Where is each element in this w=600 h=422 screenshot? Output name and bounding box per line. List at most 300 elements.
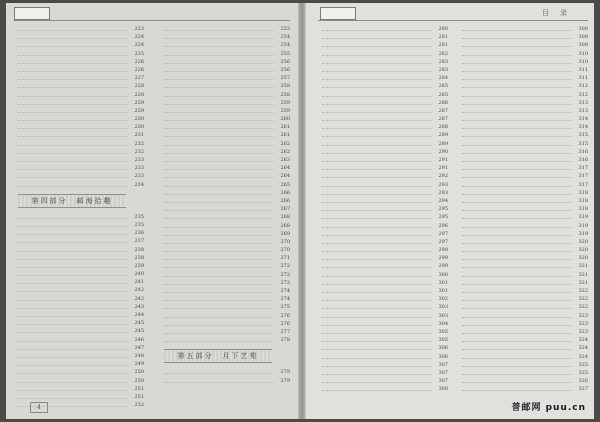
- toc-entry: [12, 50, 144, 58]
- toc-entry-title: [164, 333, 274, 334]
- toc-entry-page: 238: [134, 246, 144, 253]
- page-number: 4: [30, 402, 48, 413]
- toc-entry-page: 322: [578, 304, 588, 311]
- toc-entry: [456, 230, 588, 238]
- toc-entry-title: [462, 136, 572, 137]
- toc-entry: [456, 131, 588, 139]
- toc-entry-title: [18, 226, 128, 227]
- toc-entry: [456, 295, 588, 303]
- toc-entry-page: 306: [438, 353, 448, 360]
- toc-entry: [12, 164, 144, 172]
- toc-entry-page: 321: [578, 279, 588, 286]
- toc-entry-page: 274: [280, 288, 290, 294]
- toc-entry-title: [164, 382, 274, 383]
- toc-entry-page: 230: [134, 116, 144, 123]
- toc-entry: [316, 156, 448, 164]
- toc-entry: [12, 131, 144, 139]
- toc-entry-page: 298: [438, 247, 448, 254]
- toc-entry-page: 312: [578, 91, 588, 98]
- toc-entry-page: 317: [578, 165, 588, 172]
- toc-entry: [316, 148, 448, 156]
- toc-entry-title: [462, 267, 572, 268]
- toc-entry-title: [322, 390, 432, 391]
- toc-entry: [456, 197, 588, 205]
- toc-entry: [158, 91, 290, 99]
- toc-entry-title: [462, 276, 572, 277]
- toc-entry: [12, 360, 144, 368]
- toc-entry: [316, 115, 448, 123]
- toc-entry-page: 286: [438, 99, 448, 106]
- toc-entry: [316, 74, 448, 82]
- toc-entry-page: 308: [578, 26, 588, 32]
- toc-entry: [456, 279, 588, 287]
- toc-entry: [12, 254, 144, 262]
- toc-entry-page: 272: [280, 271, 290, 278]
- toc-entry-page: 245: [134, 320, 144, 327]
- toc-entry-title: [462, 210, 572, 211]
- toc-entry: [12, 123, 144, 131]
- toc-entry: [456, 303, 588, 311]
- toc-entry: [158, 246, 290, 254]
- toc-entry-title: [18, 308, 128, 309]
- toc-group: [12, 213, 144, 410]
- toc-entry-page: 249: [134, 361, 144, 368]
- toc-entry-title: [164, 55, 274, 56]
- toc-entry-title: [322, 120, 432, 121]
- toc-entry-title: [322, 300, 432, 301]
- toc-entry-page: 311: [578, 75, 588, 82]
- toc-entry-page: 259: [280, 107, 290, 114]
- toc-entry-title: [462, 112, 572, 113]
- toc-entry-page: 287: [438, 107, 448, 114]
- toc-entry: [316, 271, 448, 279]
- toc-entry-page: 234: [134, 181, 144, 188]
- toc-entry-title: [462, 161, 572, 162]
- toc-entry-page: 232: [134, 148, 144, 155]
- toc-entry-title: [164, 194, 274, 195]
- toc-entry-title: [462, 87, 572, 88]
- toc-entry-page: 225: [134, 50, 144, 57]
- toc-entry: [456, 205, 588, 213]
- toc-entry-title: [18, 87, 128, 88]
- toc-entry-page: 229: [134, 99, 144, 106]
- toc-entry: [158, 320, 290, 328]
- toc-entry: [158, 164, 290, 172]
- toc-entry-title: [18, 161, 128, 162]
- toc-entry: [316, 369, 448, 377]
- toc-entry-title: [322, 251, 432, 252]
- toc-entry-title: [164, 153, 274, 154]
- toc-entry-page: 247: [134, 344, 144, 351]
- toc-entry-title: [322, 325, 432, 326]
- toc-entry-page: 297: [438, 230, 448, 237]
- toc-group: [12, 25, 144, 189]
- toc-entry-page: 289: [438, 132, 448, 139]
- toc-entry-page: 312: [578, 83, 588, 90]
- toc-entry: [456, 320, 588, 328]
- toc-entry: [158, 312, 290, 320]
- section-band: [12, 189, 144, 213]
- toc-entry-title: [462, 325, 572, 326]
- toc-entry: [316, 385, 448, 393]
- toc-entry-title: [164, 112, 274, 113]
- toc-entry: [316, 99, 448, 107]
- toc-entry: [12, 295, 144, 303]
- toc-entry: [158, 262, 290, 270]
- toc-entry: [456, 369, 588, 377]
- toc-entry-title: [322, 87, 432, 88]
- toc-entry-page: 317: [578, 181, 588, 188]
- toc-entry-title: [18, 112, 128, 113]
- toc-entry-page: 319: [578, 222, 588, 229]
- toc-entry-title: [18, 46, 128, 47]
- toc-entry: [456, 156, 588, 164]
- toc-entry-page: 270: [280, 238, 290, 245]
- toc-entry-title: [462, 349, 572, 350]
- toc-entry-page: 287: [438, 116, 448, 123]
- toc-entry-title: [164, 79, 274, 80]
- toc-entry-page: 307: [438, 378, 448, 385]
- toc-entry: [456, 50, 588, 58]
- right-page-tab: [320, 7, 356, 20]
- toc-entry: [158, 123, 290, 131]
- toc-entry-title: [462, 104, 572, 105]
- toc-entry-title: [164, 235, 274, 236]
- toc-entry: [12, 336, 144, 344]
- toc-entry-title: [462, 333, 572, 334]
- toc-entry: [158, 279, 290, 287]
- toc-entry: [158, 115, 290, 123]
- toc-entry-page: 266: [280, 189, 290, 196]
- toc-entry-page: 256: [280, 58, 290, 65]
- toc-entry-page: 319: [578, 230, 588, 237]
- toc-entry-page: 279: [280, 369, 290, 376]
- toc-entry-page: 266: [280, 197, 290, 204]
- toc-entry-page: 263: [280, 157, 290, 163]
- toc-entry-page: 295: [438, 206, 448, 213]
- toc-entry: [316, 254, 448, 262]
- toc-entry-page: 291: [438, 165, 448, 172]
- right-page: [306, 3, 594, 419]
- toc-entry-title: [18, 390, 128, 391]
- toc-entry-page: 309: [578, 42, 588, 49]
- toc-entry-title: [18, 234, 128, 235]
- toc-entry-title: [18, 30, 128, 31]
- toc-entry-title: [462, 153, 572, 154]
- toc-entry: [158, 287, 290, 295]
- toc-entry: [456, 115, 588, 123]
- toc-entry-page: 258: [280, 83, 290, 90]
- toc-entry: [456, 189, 588, 197]
- toc-entry-title: [18, 283, 128, 284]
- toc-entry: [12, 140, 144, 148]
- toc-entry-page: 228: [134, 91, 144, 98]
- toc-entry-page: 250: [134, 377, 144, 384]
- toc-entry: [316, 172, 448, 180]
- toc-entry-page: 265: [280, 181, 290, 188]
- site-watermark: 普邮网 puu.cn: [511, 403, 586, 413]
- toc-entry-page: 310: [578, 50, 588, 57]
- toc-group: [158, 25, 290, 344]
- toc-entry-page: 276: [280, 320, 290, 327]
- toc-entry-page: 315: [578, 140, 588, 147]
- toc-entry: [456, 58, 588, 66]
- toc-entry: [12, 393, 144, 401]
- toc-entry-title: [18, 259, 128, 260]
- toc-entry-page: 321: [578, 271, 588, 278]
- toc-entry-page: 268: [280, 214, 290, 221]
- toc-column-left-2: [158, 25, 290, 385]
- toc-entry-title: [18, 324, 128, 325]
- toc-entry-title: [462, 292, 572, 293]
- toc-entry: [316, 213, 448, 221]
- toc-entry: [158, 172, 290, 180]
- toc-entry-page: 322: [578, 296, 588, 303]
- toc-entry-page: 235: [134, 221, 144, 228]
- toc-entry-title: [322, 145, 432, 146]
- left-page-rule: [14, 20, 290, 21]
- toc-entry: [456, 246, 588, 254]
- toc-entry-title: [18, 382, 128, 383]
- toc-entry-page: 223: [134, 26, 144, 32]
- toc-entry-page: 293: [438, 181, 448, 188]
- toc-entry-page: 327: [578, 386, 588, 393]
- toc-entry: [158, 131, 290, 139]
- toc-entry-page: 256: [280, 66, 290, 73]
- toc-entry-title: [322, 366, 432, 367]
- toc-entry-page: 242: [134, 295, 144, 302]
- toc-entry-page: 326: [578, 378, 588, 385]
- toc-entry: [158, 230, 290, 238]
- toc-entry: [316, 238, 448, 246]
- toc-entry-title: [322, 194, 432, 195]
- toc-entry-page: 288: [438, 124, 448, 131]
- toc-entry-title: [164, 276, 274, 277]
- left-page-tab: [14, 7, 50, 20]
- toc-entry-page: 320: [578, 247, 588, 254]
- toc-entry: [158, 368, 290, 376]
- toc-entry-title: [18, 120, 128, 121]
- toc-entry-title: [164, 251, 274, 252]
- toc-entry-page: 323: [578, 328, 588, 335]
- toc-entry: [316, 295, 448, 303]
- toc-entry: [456, 82, 588, 90]
- toc-entry-title: [462, 300, 572, 301]
- toc-entry-title: [164, 136, 274, 137]
- toc-entry: [316, 82, 448, 90]
- toc-entry-title: [164, 227, 274, 228]
- toc-entry-title: [322, 235, 432, 236]
- toc-entry: [12, 181, 144, 189]
- toc-entry: [12, 327, 144, 335]
- toc-entry-title: [18, 357, 128, 358]
- toc-entry-title: [164, 210, 274, 211]
- toc-entry-title: [462, 374, 572, 375]
- toc-entry-page: 324: [578, 353, 588, 360]
- toc-entry-page: 324: [578, 337, 588, 344]
- toc-entry: [12, 33, 144, 41]
- toc-entry: [158, 197, 290, 205]
- toc-entry-title: [462, 128, 572, 129]
- toc-entry-title: [322, 177, 432, 178]
- toc-entry-title: [164, 128, 274, 129]
- toc-entry: [12, 278, 144, 286]
- toc-entry-page: 281: [438, 42, 448, 49]
- toc-entry-title: [462, 251, 572, 252]
- toc-entry: [456, 172, 588, 180]
- toc-entry: [456, 33, 588, 41]
- toc-entry-page: 241: [134, 279, 144, 286]
- toc-entry: [316, 164, 448, 172]
- toc-entry: [158, 377, 290, 385]
- toc-entry: [456, 353, 588, 361]
- toc-entry-page: 308: [438, 386, 448, 393]
- toc-entry-page: 325: [578, 369, 588, 376]
- toc-entry: [158, 41, 290, 49]
- toc-entry: [316, 312, 448, 320]
- toc-entry-page: 245: [134, 328, 144, 335]
- toc-entry-page: 224: [134, 34, 144, 41]
- toc-entry: [158, 189, 290, 197]
- toc-entry-page: 319: [578, 214, 588, 221]
- toc-entry: [316, 91, 448, 99]
- toc-entry-title: [18, 365, 128, 366]
- toc-entry-page: 299: [438, 255, 448, 262]
- toc-entry-title: [18, 300, 128, 301]
- toc-entry-page: 323: [578, 320, 588, 327]
- toc-entry-page: 246: [134, 336, 144, 343]
- toc-entry-page: 240: [134, 271, 144, 278]
- toc-entry: [158, 66, 290, 74]
- toc-entry: [158, 82, 290, 90]
- toc-entry-page: 227: [134, 75, 144, 82]
- toc-entry-title: [18, 38, 128, 39]
- toc-entry-title: [322, 104, 432, 105]
- toc-entry-page: 252: [134, 402, 144, 409]
- toc-entry-page: 311: [578, 66, 588, 73]
- toc-entry: [316, 344, 448, 352]
- toc-entry-title: [322, 46, 432, 47]
- toc-entry-title: [18, 55, 128, 56]
- toc-entry-page: 262: [280, 148, 290, 155]
- toc-entry-title: [462, 382, 572, 383]
- toc-entry-title: [462, 358, 572, 359]
- toc-entry-title: [164, 177, 274, 178]
- toc-entry-title: [322, 169, 432, 170]
- toc-entry-title: [164, 267, 274, 268]
- toc-entry-page: 306: [438, 345, 448, 352]
- toc-entry-title: [322, 55, 432, 56]
- toc-entry-page: 238: [134, 254, 144, 261]
- toc-entry: [316, 25, 448, 33]
- toc-entry: [316, 353, 448, 361]
- toc-entry: [316, 262, 448, 270]
- toc-entry: [12, 385, 144, 393]
- toc-entry: [316, 246, 448, 254]
- toc-entry-page: 322: [578, 288, 588, 294]
- toc-entry-title: [322, 161, 432, 162]
- toc-entry-title: [164, 202, 274, 203]
- toc-entry: [456, 140, 588, 148]
- toc-entry-page: 304: [438, 320, 448, 327]
- toc-entry-title: [164, 38, 274, 39]
- toc-entry: [316, 58, 448, 66]
- toc-entry-title: [322, 382, 432, 383]
- toc-column-right-2: [456, 25, 588, 393]
- toc-entry: [316, 50, 448, 58]
- toc-entry: [456, 91, 588, 99]
- toc-entry: [158, 213, 290, 221]
- toc-entry-page: 285: [438, 91, 448, 98]
- left-page: [6, 3, 298, 419]
- toc-entry-page: 289: [438, 140, 448, 147]
- toc-entry-page: 274: [280, 296, 290, 303]
- toc-entry-title: [462, 177, 572, 178]
- toc-entry-title: [322, 358, 432, 359]
- toc-entry-title: [322, 210, 432, 211]
- book-spread: [6, 3, 594, 419]
- toc-entry: [456, 238, 588, 246]
- toc-entry-title: [164, 63, 274, 64]
- toc-entry-title: [164, 145, 274, 146]
- toc-entry-title: [18, 186, 128, 187]
- toc-entry-title: [164, 243, 274, 244]
- toc-group: [316, 25, 448, 393]
- toc-entry: [158, 328, 290, 336]
- toc-entry-title: [164, 96, 274, 97]
- toc-entry-title: [462, 227, 572, 228]
- toc-entry-page: 280: [438, 26, 448, 32]
- toc-entry-title: [164, 373, 274, 374]
- toc-entry-page: 320: [578, 238, 588, 245]
- toc-entry-title: [18, 349, 128, 350]
- toc-entry-title: [164, 186, 274, 187]
- toc-entry-title: [462, 169, 572, 170]
- toc-entry-title: [322, 308, 432, 309]
- toc-entry-title: [322, 79, 432, 80]
- toc-entry: [158, 303, 290, 311]
- toc-entry-page: 282: [438, 50, 448, 57]
- toc-entry: [12, 41, 144, 49]
- toc-entry-page: 314: [578, 116, 588, 123]
- section-band-title: 第五部分 月下艺苑: [164, 349, 272, 363]
- toc-entry: [456, 377, 588, 385]
- toc-entry: [316, 140, 448, 148]
- toc-entry-page: 229: [134, 107, 144, 114]
- toc-entry-page: 325: [578, 361, 588, 368]
- toc-entry-page: 294: [438, 197, 448, 204]
- toc-entry-page: 321: [578, 263, 588, 270]
- toc-entry-page: 248: [134, 352, 144, 359]
- toc-entry-title: [462, 308, 572, 309]
- toc-entry-page: 269: [280, 230, 290, 237]
- toc-entry: [158, 50, 290, 58]
- toc-entry-title: [164, 46, 274, 47]
- toc-entry-title: [462, 243, 572, 244]
- toc-entry-page: 284: [438, 75, 448, 82]
- toc-entry-title: [18, 267, 128, 268]
- toc-entry: [12, 66, 144, 74]
- toc-group: [456, 25, 588, 393]
- toc-entry-page: 278: [280, 337, 290, 344]
- toc-entry: [456, 41, 588, 49]
- toc-entry-title: [18, 242, 128, 243]
- toc-entry: [158, 140, 290, 148]
- toc-entry-title: [462, 218, 572, 219]
- toc-entry-title: [462, 63, 572, 64]
- toc-entry-page: 259: [280, 99, 290, 106]
- toc-entry: [158, 148, 290, 156]
